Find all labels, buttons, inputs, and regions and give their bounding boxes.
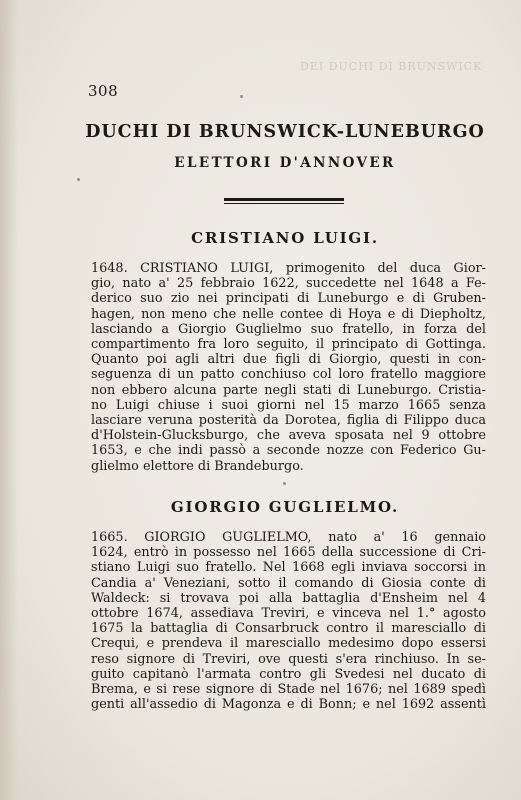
paper-speck bbox=[283, 482, 286, 485]
section-body-giorgio-guglielmo bbox=[91, 530, 486, 712]
text-line: compartimento fra loro seguito, il principato di Gottinga. bbox=[91, 337, 486, 353]
text-line: derico suo zio nei principati di Luneburgo e di Gruben- bbox=[91, 291, 486, 307]
text-line: seguenza di un patto conchiuso col loro fratello maggiore bbox=[91, 367, 486, 383]
text-line: Candia a' Veneziani, sotto il comando di Giosia conte di bbox=[91, 575, 486, 591]
text-line: glielmo elettore di Brandeburgo. bbox=[91, 458, 304, 474]
paper-speck bbox=[77, 178, 80, 181]
text-line: 1675 la battaglia di Consarbruck contro il maresciallo di bbox=[91, 621, 486, 637]
text-line: genti all'assedio di Magonza e di Bonn; e nel 1692 assentì bbox=[91, 697, 486, 713]
section-body-cristiano-luigi bbox=[91, 261, 486, 474]
text-line: no Luigi chiuse i suoi giorni nel 15 marzo 1665 senza bbox=[91, 397, 486, 413]
page-number: 308 bbox=[88, 82, 119, 100]
text-line: 1665. GIORGIO GUGLIELMO, nato a' 16 gennaio bbox=[91, 530, 486, 545]
text-line: 1648. CRISTIANO LUIGI, primogenito del duca Gior- bbox=[91, 261, 486, 276]
text-line: Waldeck: si trovava poi alla battaglia d'Ensheim nel 4 bbox=[91, 590, 486, 606]
text-line: 1624, entrò in possesso nel 1665 della successione di Cri- bbox=[91, 545, 486, 561]
text-line: lasciare veruna posterità da Dorotea, figlia di Filippo duca bbox=[91, 413, 486, 429]
paper-speck bbox=[240, 95, 243, 98]
text-line: stiano Luigi suo fratello. Nel 1668 egli inviava soccorsi in bbox=[91, 560, 486, 576]
chapter-title: DUCHI DI BRUNSWICK-LUNEBURGO bbox=[85, 122, 485, 142]
text-line: Brema, e si rese signore di Stade nel 1676; nel 1689 spedì bbox=[91, 682, 486, 698]
text-line: hagen, non meno che nelle contee di Hoya e di Diepholtz, bbox=[91, 306, 486, 322]
text-line: gio, nato a' 25 febbraio 1622, succedette nel 1648 a Fe- bbox=[91, 276, 486, 292]
thick-rule bbox=[224, 198, 344, 201]
double-rule-divider bbox=[224, 198, 344, 204]
text-line: 1653, e che indi passò a seconde nozze con Federico Gu- bbox=[91, 443, 486, 459]
text-line: non ebbero alcuna parte negli stati di Luneburgo. Cristia- bbox=[91, 382, 486, 398]
text-line: Quanto poi agli altri due figli di Giorgio, questi in con- bbox=[91, 352, 486, 368]
text-line: d'Holstein-Glucksburgo, che aveva sposata nel 9 ottobre bbox=[91, 428, 486, 444]
chapter-header bbox=[85, 122, 485, 171]
text-line: guito capitanò l'armata contro gli Svedesi nel ducato di bbox=[91, 666, 486, 682]
text-line: reso signore di Treviri, ove questi s'era rinchiuso. In se- bbox=[91, 651, 486, 667]
text-line: lasciando a Giorgio Guglielmo suo fratello, in forza del bbox=[91, 321, 486, 337]
thin-rule bbox=[224, 203, 344, 204]
chapter-subtitle: ELETTORI D'ANNOVER bbox=[174, 155, 396, 171]
section-heading-giorgio-guglielmo: GIORGIO GUGLIELMO. bbox=[170, 498, 400, 516]
text-line: ottobre 1674, assediava Treviri, e vinceva nel 1.° agosto bbox=[91, 606, 486, 622]
section-heading-cristiano-luigi: CRISTIANO LUIGI. bbox=[191, 229, 379, 247]
text-line: Crequi, e prendeva il maresciallo medesimo dopo essersi bbox=[91, 636, 486, 652]
faded-running-header: DEI DUCHI DI BRUNSWICK bbox=[300, 60, 483, 73]
